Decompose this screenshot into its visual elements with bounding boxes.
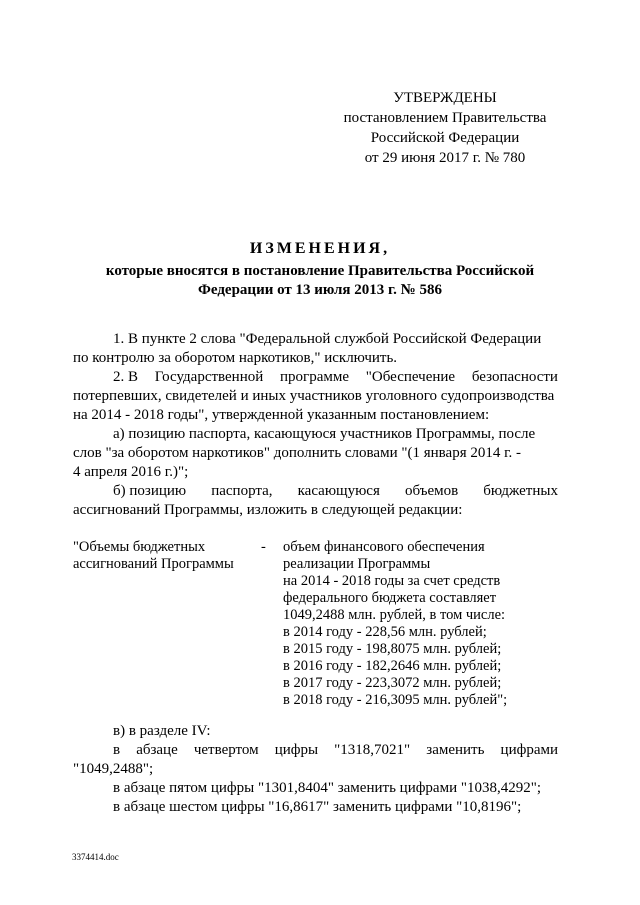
position-name-line: ассигнований Программы — [73, 556, 234, 572]
value-line: объем финансового обеспечения — [283, 539, 485, 555]
document-title: ИЗМЕНЕНИЯ, — [249, 240, 391, 257]
document-body — [73, 330, 558, 520]
word: цифры — [274, 742, 319, 758]
word: бюджетных — [483, 483, 558, 499]
document-subtitle — [60, 262, 580, 300]
approval-line: постановлением Правительства — [343, 110, 547, 126]
word: паспорта, — [211, 483, 273, 499]
word: цифрами — [500, 742, 558, 758]
paragraph-b-line: ассигнований Программы, изложить в следующей редакции: — [73, 502, 463, 518]
position-name-line: "Объемы бюджетных — [73, 539, 206, 555]
word: безопасности — [471, 369, 558, 385]
approval-stamp-block — [330, 88, 560, 168]
word: 2. В — [113, 369, 139, 385]
value-line: в 2018 году - 216,3095 млн. рублей"; — [283, 692, 508, 708]
subtitle-line: Федерации от 13 июля 2013 г. № 586 — [198, 282, 442, 298]
paragraph-b-line-justified — [73, 482, 558, 501]
section-line: в абзаце шестом цифры "16,8617" заменить цифрами "10,8196"; — [113, 799, 522, 815]
value-line: на 2014 - 2018 годы за счет средств — [283, 573, 501, 589]
paragraph-v-line: в) в разделе IV: — [113, 723, 211, 739]
value-line: 1049,2488 млн. рублей, в том числе: — [283, 607, 506, 623]
paragraph-1-line: 1. В пункте 2 слова "Федеральной службой Российской Федерации — [113, 331, 542, 347]
word: "1318,7021" — [334, 742, 411, 758]
word: в — [113, 742, 121, 758]
table-dash: - — [261, 539, 266, 555]
word: б) позицию — [113, 483, 187, 499]
paragraph-a-line: 4 апреля 2016 г.)"; — [73, 464, 189, 480]
paragraph-a-line: а) позицию паспорта, касающуюся участников Программы, после — [113, 426, 536, 442]
subtitle-line: которые вносятся в постановление Правительства Российской — [105, 263, 535, 279]
value-line: в 2015 году - 198,8075 млн. рублей; — [283, 641, 502, 657]
word: абзаце — [136, 742, 178, 758]
word: "Обеспечение — [365, 369, 456, 385]
position-value-cell — [283, 539, 563, 709]
approval-date: от 29 июня 2017 г. № 780 — [364, 150, 526, 166]
value-line: в 2016 году - 182,2646 млн. рублей; — [283, 658, 502, 674]
paragraph-2-line-justified — [73, 368, 558, 387]
word: Государственной — [154, 369, 264, 385]
value-line: в 2014 году - 228,56 млн. рублей; — [283, 624, 487, 640]
paragraph-a-line: слов "за оборотом наркотиков" дополнить словами "(1 января 2014 г. - — [73, 445, 522, 461]
section-line: "1049,2488"; — [73, 761, 154, 777]
word: заменить — [426, 742, 485, 758]
word: четвертом — [193, 742, 259, 758]
word: программе — [280, 369, 350, 385]
word: объемов — [404, 483, 459, 499]
word: касающуюся — [297, 483, 380, 499]
value-line: федерального бюджета составляет — [283, 590, 497, 606]
approval-heading: УТВЕРЖДЕНЫ — [393, 90, 497, 106]
section-line: в абзаце пятом цифры "1301,8404" заменить цифрами "1038,4292"; — [113, 780, 542, 796]
document-code-footer: 3374414.doc — [72, 852, 119, 862]
approval-line: Российской Федерации — [370, 130, 520, 146]
paragraph-2-line: потерпевших, свидетелей и иных участников уголовного судопроизводства — [73, 388, 555, 404]
position-name-cell — [73, 539, 253, 573]
section-iv-changes — [73, 722, 558, 817]
value-line: реализации Программы — [283, 556, 431, 572]
section-line-justified — [73, 741, 558, 760]
paragraph-2-line: на 2014 - 2018 годы", утвержденной указанным постановлением: — [73, 407, 490, 423]
paragraph-1-line: по контролю за оборотом наркотиков," исключить. — [73, 350, 398, 366]
value-line: в 2017 году - 223,3072 млн. рублей; — [283, 675, 502, 691]
